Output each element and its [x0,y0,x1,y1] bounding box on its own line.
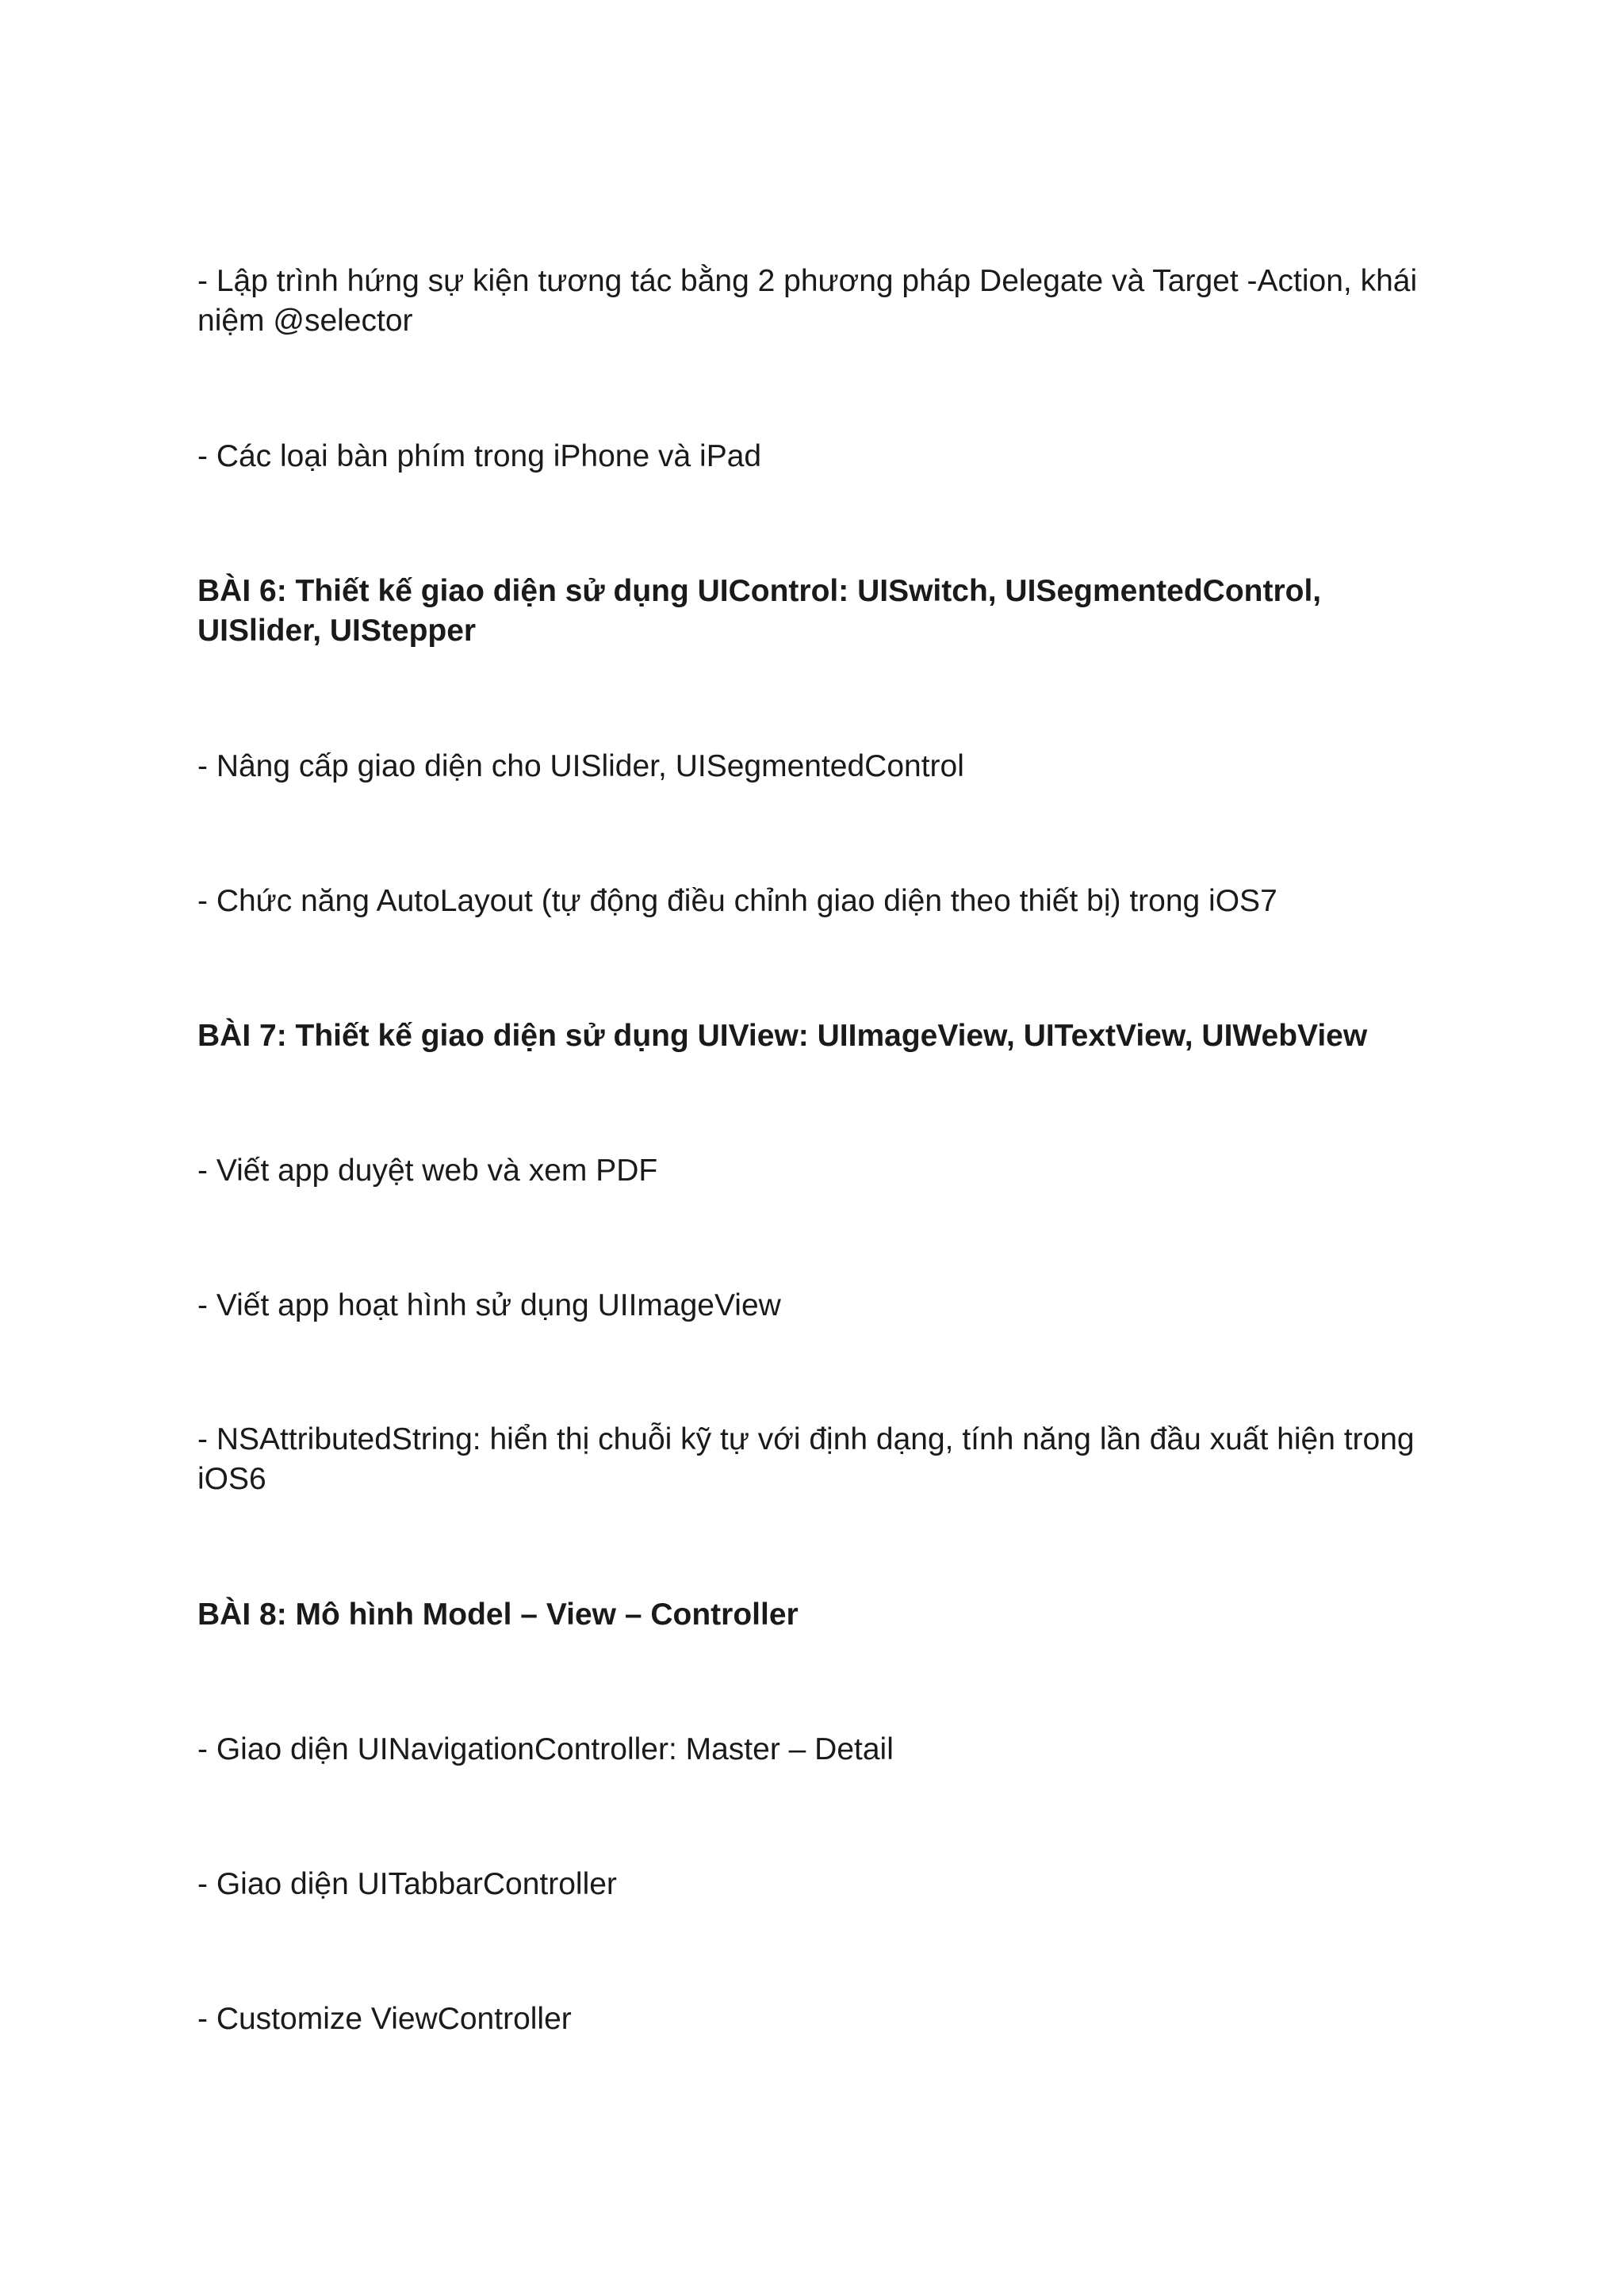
bullet-keyboard-types: - Các loại bàn phím trong iPhone và iPad [197,439,762,473]
bullet-navigation-controller: - Giao diện UINavigationController: Master – Detail [197,1732,894,1766]
bullet-animation-app: - Viết app hoạt hình sử dụng UIImageView [197,1288,781,1322]
lesson-6-heading: BÀI 6: Thiết kế giao diện sử dụng UIControl: UISwitch, UISegmentedControl, UISlider, UIStepper [197,574,1322,648]
bullet-web-pdf-app: - Viết app duyệt web và xem PDF [197,1154,658,1188]
bullet-upgrade-slider: - Nâng cấp giao diện cho UISlider, UISegmentedControl [197,749,964,783]
bullet-attributed-string: - NSAttributedString: hiển thị chuỗi kỹ tự với định dạng, tính năng lần đầu xuất hiện trong iOS6 [197,1422,1415,1496]
bullet-autolayout: - Chức năng AutoLayout (tự động điều chỉnh giao diện theo thiết bị) trong iOS7 [197,884,1277,918]
bullet-tabbar-controller: - Giao diện UITabbarController [197,1867,617,1901]
lesson-8-heading: BÀI 8: Mô hình Model – View – Controller [197,1598,799,1632]
bullet-event-handling: - Lập trình hứng sự kiện tương tác bằng 2 phương pháp Delegate và Target -Action, khái niệm @selector [197,264,1418,338]
bullet-customize-viewcontroller: - Customize ViewController [197,2002,572,2036]
lesson-7-heading: BÀI 7: Thiết kế giao diện sử dụng UIView: UIImageView, UITextView, UIWebView [197,1019,1368,1053]
